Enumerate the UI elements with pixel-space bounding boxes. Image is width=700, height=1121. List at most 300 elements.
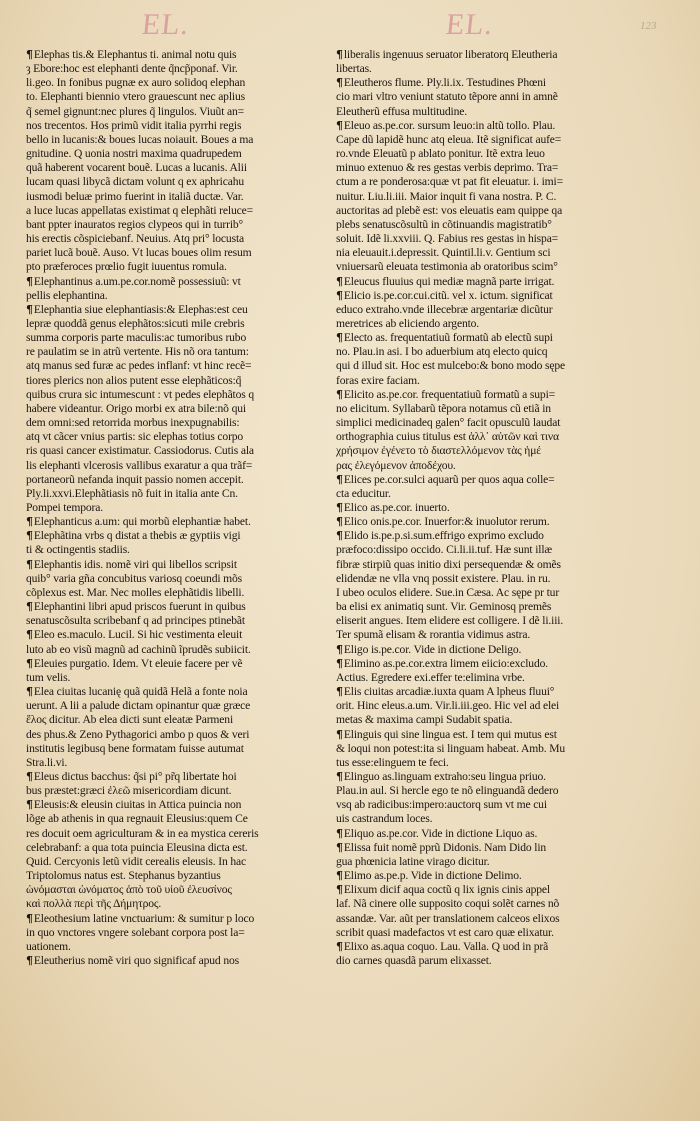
entry-line xyxy=(26,105,311,119)
entry-text: Elephas tis.& Elephantus ti. animal notu quis xyxy=(33,48,237,61)
dictionary-entry xyxy=(336,48,621,76)
entry-line xyxy=(26,359,311,373)
paragraph-mark-icon: ¶ xyxy=(336,288,343,302)
entry-line xyxy=(336,643,621,657)
entry-text: educo extraho.vnde illecebræ argentariæ dicũtur xyxy=(336,302,553,316)
entry-text: Eleuies purgatio. Idem. Vt eleuie facere per vẽ xyxy=(33,656,243,670)
entry-line xyxy=(336,600,621,614)
dictionary-entry xyxy=(26,798,311,911)
entry-text: ἕλος dicitur. Ab elea dicti sunt eleatæ Parmeni xyxy=(26,713,234,727)
paragraph-mark-icon: ¶ xyxy=(336,472,343,486)
entry-text: Ply.li.xxvi.Elephãtiasis nõ fuit in italia ante Cn. xyxy=(26,486,238,500)
entry-line xyxy=(336,699,621,713)
entry-line xyxy=(336,912,621,926)
paragraph-mark-icon: ¶ xyxy=(336,685,343,699)
entry-text: præfoco:dissipo occido. Ci.li.ii.tuf. Hæ sunt illæ xyxy=(336,543,553,557)
entry-line xyxy=(26,897,311,911)
entry-line xyxy=(336,614,621,628)
entry-text: cta educitur. xyxy=(336,486,391,500)
entry-text: pellis elephantina. xyxy=(26,288,108,302)
entry-line xyxy=(336,841,621,855)
entry-line xyxy=(336,770,621,784)
dictionary-entry xyxy=(336,501,621,515)
entry-text: Elido is.pe.p.si.sum.effrigo exprimo excludo xyxy=(343,529,544,543)
entry-line xyxy=(336,416,621,430)
dictionary-entry xyxy=(26,628,311,656)
entry-line xyxy=(336,388,621,402)
entry-text: res docuit oem agriculturam & in ea mystica cereris xyxy=(26,826,259,840)
dictionary-entry xyxy=(26,657,311,685)
dictionary-entry xyxy=(336,275,621,289)
entry-line xyxy=(26,76,311,90)
entry-text: q̃ semel gignunt:nec plures q̃ lingulos. Viuũt an= xyxy=(26,104,245,118)
entry-text: auctoritas ad plebẽ est: vos eleuatis eam quippe qa xyxy=(336,203,563,217)
paragraph-mark-icon: ¶ xyxy=(336,656,343,670)
entry-text: orit. Hinc eleus.a.um. Vir.li.iii.geo. Hic vel ad elei xyxy=(336,699,560,713)
entry-text: habere videantur. Origo morbi ex atra bile:nõ qui xyxy=(26,401,246,415)
entry-text: soluit. Idẽ li.xxviii. Q. Fabius res gestas in hispa= xyxy=(336,232,559,246)
entry-text: tus esse:elinguem te feci. xyxy=(336,755,449,769)
entry-text: orthographia cuius titulus est ἀλλ᾽ αὐτῶν καὶ τινα xyxy=(336,430,559,444)
entry-text: atq manus sed furæ ac pedes inflanf: vt hinc recẽ= xyxy=(26,359,252,373)
folio-number: 123 xyxy=(640,20,657,32)
entry-text: vniuersarũ eleuata testimonia ab oratoribus scim° xyxy=(336,260,558,274)
entry-line xyxy=(26,784,311,798)
entry-text: uis castrandum loces. xyxy=(336,812,433,826)
entry-text: ris quasi cancer existimatur. Cassiodorus. Cutis ala xyxy=(26,444,254,458)
entry-text: fibræ stirpiũ quas initio dixi persequendæ & omẽs xyxy=(336,557,561,571)
entry-line xyxy=(336,289,621,303)
entry-line xyxy=(26,912,311,926)
entry-line xyxy=(336,487,621,501)
entry-text: Eleothesium latine vnctuarium: & sumitur p loco xyxy=(33,911,255,925)
entry-line xyxy=(336,190,621,204)
entry-line xyxy=(26,529,311,543)
paragraph-mark-icon: ¶ xyxy=(26,954,33,967)
entry-line xyxy=(336,359,621,373)
entry-line xyxy=(26,133,311,147)
dictionary-entry xyxy=(336,827,621,841)
entry-text: vsq ab radicibus:impero:auctorq sum vt me cui xyxy=(336,798,547,812)
entry-line xyxy=(26,317,311,331)
entry-text: lepræ quoddã genus elephãtos:sicuti mile crebris xyxy=(26,316,245,330)
dictionary-entry xyxy=(26,600,311,628)
entry-text: Eleuo as.pe.cor. sursum leuo:in altũ tollo. Plau. xyxy=(343,118,556,132)
paragraph-mark-icon: ¶ xyxy=(336,826,343,840)
entry-text: iusmodi beluæ primo fuerint in italiã ductæ. Var. xyxy=(26,189,244,203)
entry-line xyxy=(26,473,311,487)
paragraph-mark-icon: ¶ xyxy=(26,48,33,61)
entry-text: bus præstet:græci ἐλεῶ misericordiam dicunt. xyxy=(26,784,232,798)
entry-line xyxy=(336,713,621,727)
left-head-mark: EL. xyxy=(140,8,191,41)
entry-text: Eleusis:& eleusin ciuitas in Attica puincia non xyxy=(33,798,242,812)
entry-text: Elephantis idis. nomẽ viri qui libellos scripsit xyxy=(33,557,237,571)
entry-line xyxy=(26,501,311,515)
entry-line xyxy=(26,926,311,940)
paragraph-mark-icon: ¶ xyxy=(26,685,33,699)
entry-line xyxy=(336,515,621,529)
paragraph-mark-icon: ¶ xyxy=(336,501,343,514)
entry-line xyxy=(336,671,621,685)
entry-line xyxy=(26,883,311,897)
dictionary-entry xyxy=(336,940,621,968)
entry-line xyxy=(336,345,621,359)
entry-text: summa corporis parte maculis:ac tumoribus rubo xyxy=(26,331,247,345)
entry-line xyxy=(26,218,311,232)
paragraph-mark-icon: ¶ xyxy=(336,840,343,854)
entry-line xyxy=(26,869,311,883)
entry-line xyxy=(26,147,311,161)
entry-text: Elices pe.cor.sulci aquarũ per quos aqua colle= xyxy=(343,472,555,486)
entry-line xyxy=(26,303,311,317)
right-head-mark: EL. xyxy=(444,8,495,41)
paragraph-mark-icon: ¶ xyxy=(26,600,33,614)
paragraph-mark-icon: ¶ xyxy=(336,869,343,883)
entry-line xyxy=(336,62,621,76)
entry-text: Elixo as.aqua coquo. Lau. Valla. Q uod in prã xyxy=(343,939,549,953)
entry-line xyxy=(26,289,311,303)
entry-line xyxy=(26,954,311,968)
entry-line xyxy=(26,657,311,671)
paragraph-mark-icon: ¶ xyxy=(336,118,343,132)
entry-line xyxy=(336,331,621,345)
dictionary-entry xyxy=(336,685,621,727)
entry-line xyxy=(26,90,311,104)
dictionary-entry xyxy=(26,275,311,303)
entry-line xyxy=(26,388,311,402)
paragraph-mark-icon: ¶ xyxy=(336,515,343,529)
paragraph-mark-icon: ¶ xyxy=(26,769,33,783)
entry-line xyxy=(336,48,621,62)
paragraph-mark-icon: ¶ xyxy=(336,769,343,783)
entry-line xyxy=(336,572,621,586)
paragraph-mark-icon: ¶ xyxy=(336,274,343,288)
entry-line xyxy=(26,487,311,501)
entry-line xyxy=(26,515,311,529)
entry-line xyxy=(26,586,311,600)
dictionary-entry xyxy=(336,728,621,770)
entry-text: no elicitum. Syllabarũ tẽpora notamus cũ etiã in xyxy=(336,401,551,415)
dictionary-entry xyxy=(26,685,311,770)
paragraph-mark-icon: ¶ xyxy=(26,557,33,571)
dictionary-entry xyxy=(336,883,621,940)
dictionary-entry xyxy=(336,643,621,657)
entry-text: Stra.li.vi. xyxy=(26,755,68,769)
entry-line xyxy=(26,175,311,189)
paragraph-mark-icon: ¶ xyxy=(336,48,343,61)
entry-line xyxy=(336,827,621,841)
entry-text: Elimino as.pe.cor.extra limem eiicio:excludo. xyxy=(343,656,548,670)
entry-text: Electo as. frequentatiuũ formatũ ab electũ supi xyxy=(343,331,553,345)
entry-text: institutis legibusq bene formatam fuisse autumat xyxy=(26,741,244,755)
entry-line xyxy=(336,204,621,218)
entry-line xyxy=(336,303,621,317)
paragraph-mark-icon: ¶ xyxy=(26,798,33,812)
entry-text: li.geo. In fonibus pugnæ ex auro solidoq elephan xyxy=(26,76,246,90)
entry-line xyxy=(336,105,621,119)
entry-line xyxy=(336,784,621,798)
paragraph-mark-icon: ¶ xyxy=(336,642,343,656)
dictionary-entry xyxy=(336,515,621,529)
entry-text: elidendæ ne vlla vnq possit existere. Plau. in ru. xyxy=(336,571,551,585)
entry-line xyxy=(336,402,621,416)
dictionary-entry xyxy=(336,289,621,331)
entry-text: celebrabanf: a qua tota puincia Eleusina dicta est. xyxy=(26,840,248,854)
entry-text: tum velis. xyxy=(26,670,71,684)
entry-text: Elissa fuit nomẽ pprũ Didonis. Nam Dido lin xyxy=(343,840,547,854)
entry-text: ctum a re ponderosa:quæ vt pat fit eleuatur. i. imi= xyxy=(336,175,564,189)
entry-line xyxy=(26,827,311,841)
entry-line xyxy=(26,48,311,62)
paragraph-mark-icon: ¶ xyxy=(26,515,33,529)
entry-line xyxy=(336,685,621,699)
entry-text: pariet lucã bouẽ. Auso. Vt lucas boues olim resum xyxy=(26,246,252,260)
dictionary-entry xyxy=(336,529,621,642)
entry-line xyxy=(336,90,621,104)
entry-text: Elis ciuitas arcadiæ.iuxta quam A lpheus fluui° xyxy=(343,685,555,699)
entry-text: nuitur. Liu.li.iii. Maior inquit fi vana nostra. P. C. xyxy=(336,189,557,203)
entry-line xyxy=(336,430,621,444)
entry-text: ba elisi ex animatiq sunt. Vir. Geminosq premẽs xyxy=(336,600,552,614)
entry-line xyxy=(336,76,621,90)
entry-line xyxy=(336,926,621,940)
entry-text: cõplexus est. Mar. Nec molles elephãtidis libelli. xyxy=(26,585,245,599)
entry-line xyxy=(26,161,311,175)
entry-line xyxy=(336,275,621,289)
left-text-column xyxy=(26,48,311,968)
entry-text: re paulatim se in atrũ vertente. His nõ ora tantum: xyxy=(26,345,249,359)
entry-line xyxy=(26,713,311,727)
entry-line xyxy=(336,897,621,911)
paragraph-mark-icon: ¶ xyxy=(26,656,33,670)
entry-line xyxy=(336,628,621,642)
entry-text: nos trecentos. Hos primũ vidit italia pyrrhi regis xyxy=(26,118,242,132)
paragraph-mark-icon: ¶ xyxy=(336,331,343,345)
entry-line xyxy=(26,841,311,855)
entry-line xyxy=(26,572,311,586)
entry-line xyxy=(336,161,621,175)
entry-line xyxy=(336,756,621,770)
entry-text: lis elephanti vlcerosis vallibus exaratur a qua trãf= xyxy=(26,458,253,472)
entry-line xyxy=(336,586,621,600)
right-text-column xyxy=(336,48,621,968)
entry-text: Eleucus fluuius qui mediæ magnã parte irrigat. xyxy=(343,274,555,288)
entry-line xyxy=(26,204,311,218)
entry-text: uationem. xyxy=(26,939,71,953)
dictionary-entry xyxy=(336,76,621,118)
entry-text: ti & octingentis stadiis. xyxy=(26,543,130,557)
entry-line xyxy=(26,643,311,657)
entry-text: Elicito as.pe.cor. frequentatiuũ formatũ a supi= xyxy=(343,387,556,401)
entry-text: Eligo is.pe.cor. Vide in dictione Deligo. xyxy=(343,642,522,656)
dictionary-entry xyxy=(336,770,621,827)
entry-text: portaneorũ nefanda inquit passio nomen accepit. xyxy=(26,472,244,486)
entry-text: Eleutheros flume. Ply.li.ix. Testudines Phœni xyxy=(343,76,546,90)
entry-text: eliserit angues. Item elidere est colligere. I dẽ li.iii. xyxy=(336,614,564,628)
entry-text: assandæ. Var. aũt per translationem calceos elixos xyxy=(336,911,560,925)
entry-line xyxy=(336,657,621,671)
entry-line xyxy=(26,812,311,826)
entry-text: quib° varia gña concubitus variosq coeundi mõs xyxy=(26,571,243,585)
entry-line xyxy=(336,728,621,742)
entry-text: ὠνόμασται ὡνόματος ἀπὸ τοῦ υἱοῦ ἐλευσίνος xyxy=(26,883,232,897)
entry-text: Triptolomus natus est. Stephanus byzantius xyxy=(26,869,221,883)
entry-text: Elephãtina vrbs q distat a thebis æ gyptiis vigi xyxy=(33,529,241,543)
entry-line xyxy=(336,133,621,147)
entry-line xyxy=(26,374,311,388)
dictionary-entry xyxy=(26,912,311,954)
entry-line xyxy=(336,812,621,826)
entry-text: Quid. Cercyonis letũ vidit cerealis eleusis. In hac xyxy=(26,854,246,868)
entry-line xyxy=(26,345,311,359)
entry-text: Elephantia siue elephantiasis:& Elephas:est ceu xyxy=(33,302,248,316)
entry-line xyxy=(26,119,311,133)
dictionary-entry xyxy=(336,841,621,869)
entry-text: cio mari vltro veniunt statuto tẽpore anni in amnẽ xyxy=(336,90,558,104)
entry-line xyxy=(26,459,311,473)
dictionary-entry xyxy=(26,515,311,529)
entry-line xyxy=(26,416,311,430)
entry-text: des phus.& Zeno Pythagorici ambo p quos & veri xyxy=(26,727,250,741)
entry-line xyxy=(26,855,311,869)
paragraph-mark-icon: ¶ xyxy=(336,76,343,90)
entry-line xyxy=(336,232,621,246)
entry-line xyxy=(26,402,311,416)
entry-text: metas & maxima campi Sudabit spatia. xyxy=(336,713,513,727)
entry-text: Elinguo as.linguam extraho:seu lingua priuo. xyxy=(343,769,546,783)
paragraph-mark-icon: ¶ xyxy=(26,628,33,642)
entry-text: scribit quasi madefactos vt est caro quæ elixatur. xyxy=(336,925,554,939)
entry-line xyxy=(26,671,311,685)
entry-text: gnitudine. Q uonia nostri maxima quadrupedem xyxy=(26,147,242,161)
paragraph-mark-icon: ¶ xyxy=(26,274,33,288)
dictionary-entry xyxy=(26,770,311,798)
entry-line xyxy=(336,459,621,473)
entry-text: Elixum dicif aqua coctũ q lix ignis cinis appel xyxy=(343,883,550,897)
entry-text: bant ppter inauratos regios clypeos qui in turrib° xyxy=(26,217,244,231)
entry-line xyxy=(26,756,311,770)
entry-text: Elicio is.pe.cor.cui.citũ. vel x. ictum. significat xyxy=(343,288,553,302)
entry-text: Eleo es.maculo. Lucil. Si hic vestimenta eleuit xyxy=(33,628,243,642)
entry-text: Elephantini libri apud priscos fuerunt in quibus xyxy=(33,600,246,614)
dictionary-entry xyxy=(336,869,621,883)
entry-line xyxy=(26,600,311,614)
entry-text: Eleutherius nomẽ viri quo significaf apud nos xyxy=(33,954,239,967)
entry-text: I ubeo oculos elidere. Sue.in Cæsa. Ac sępe pr tur xyxy=(336,585,560,599)
entry-text: to. Elephanti biennio vtero grauescunt nec aplius xyxy=(26,90,245,104)
dictionary-entry xyxy=(336,473,621,501)
entry-line xyxy=(26,444,311,458)
entry-line xyxy=(26,628,311,642)
entry-text: Eleutherũ effusa multitudine. xyxy=(336,104,467,118)
entry-line xyxy=(26,685,311,699)
paragraph-mark-icon: ¶ xyxy=(26,529,33,543)
entry-text: καὶ πολλὰ περὶ τῆς Δήμητρος. xyxy=(26,897,162,911)
entry-line xyxy=(26,232,311,246)
entry-text: χρήσιμον ἐγένετο τὸ διαστελλόμενον τὰς ἡμέ xyxy=(336,444,542,458)
entry-text: his erectis cõspiciebanf. Neuius. Atq pri° locusta xyxy=(26,232,245,246)
entry-text: dem omni:sed retorrida morbus inexpugnabilis: xyxy=(26,416,240,430)
entry-line xyxy=(336,529,621,543)
entry-line xyxy=(336,869,621,883)
entry-text: uerunt. A lii a palude dictam opinantur quæ græce xyxy=(26,699,251,713)
entry-text: gua phœnicia latine virago dicitur. xyxy=(336,854,490,868)
entry-line xyxy=(26,798,311,812)
entry-line xyxy=(26,260,311,274)
entry-text: lõge ab athenis in qua regnauit Eleusius:quem Ce xyxy=(26,812,248,826)
entry-line xyxy=(336,954,621,968)
entry-line xyxy=(336,119,621,133)
entry-text: lucam quasi libycã dictam volunt q ex aphricahu xyxy=(26,175,244,189)
dictionary-entry xyxy=(336,331,621,388)
entry-text: liberalis ingenuus seruator liberatorq Eleutheria xyxy=(343,48,558,61)
entry-line xyxy=(336,883,621,897)
entry-text: Elico onis.pe.cor. Inuerfor:& inuolutor rerum. xyxy=(343,515,550,529)
entry-text: ρας ἐλεγόμενον ἀποδέχου. xyxy=(336,458,456,472)
entry-text: plebs senatuscõsultũ in cõtinuandis magistratib° xyxy=(336,217,552,231)
dictionary-entry xyxy=(336,119,621,275)
dictionary-entry xyxy=(26,529,311,557)
entry-line xyxy=(336,543,621,557)
entry-line xyxy=(26,558,311,572)
dictionary-entry xyxy=(336,657,621,685)
entry-text: Cape dũ lapidẽ hunc atq eleua. Itẽ significat aufe= xyxy=(336,132,562,146)
dictionary-entry xyxy=(26,303,311,515)
entry-text: Elea ciuitas lucanię quã quidã Helã a fonte noia xyxy=(33,685,248,699)
entry-line xyxy=(26,742,311,756)
entry-line xyxy=(26,728,311,742)
entry-text: quã haberent vocarent bouẽ. Lucas a lucanis. Alii xyxy=(26,161,247,175)
entry-text: simplici medicinadeq galen° facit opusculũ laudat xyxy=(336,416,561,430)
entry-line xyxy=(336,558,621,572)
entry-text: bello in lucanis:& boues lucas noiauit. Boues a ma xyxy=(26,132,254,146)
running-head xyxy=(0,8,700,44)
entry-line xyxy=(26,614,311,628)
entry-text: Eliquo as.pe.cor. Vide in dictione Liquo as. xyxy=(343,826,538,840)
entry-text: Ter spumã elisam & rorantia vidimus astra. xyxy=(336,628,531,642)
dictionary-entry xyxy=(336,388,621,473)
entry-text: Elico as.pe.cor. inuerto. xyxy=(343,501,450,514)
entry-text: laf. Nã cinere olle supposito coqui solẽt carnes nõ xyxy=(336,897,560,911)
entry-line xyxy=(336,317,621,331)
dictionary-entry xyxy=(26,48,311,275)
entry-line xyxy=(26,770,311,784)
entry-text: Elimo as.pe.p. Vide in dictione Delimo. xyxy=(343,869,522,883)
entry-text: Actius. Egredere exi.effer te:elimina vrbe. xyxy=(336,670,525,684)
entry-line xyxy=(336,147,621,161)
entry-line xyxy=(336,175,621,189)
entry-line xyxy=(336,374,621,388)
dictionary-entry xyxy=(26,954,311,968)
entry-text: dio carnes quasdã parum elixasset. xyxy=(336,954,492,967)
entry-line xyxy=(26,190,311,204)
entry-text: no. Plau.in asi. I bo aduerbium atq electo quicq xyxy=(336,345,548,359)
entry-line xyxy=(26,699,311,713)
entry-text: libertas. xyxy=(336,62,372,76)
entry-line xyxy=(336,742,621,756)
entry-text: Pompei tempora. xyxy=(26,501,103,514)
entry-text: quibus crura sic intumescunt : vt pedes elephãtos q xyxy=(26,387,255,401)
entry-text: luto ab eo visũ magnũ ad cachinũ ĩprudẽs subiicit. xyxy=(26,642,251,656)
paragraph-mark-icon: ¶ xyxy=(336,883,343,897)
paragraph-mark-icon: ¶ xyxy=(336,727,343,741)
entry-line xyxy=(336,473,621,487)
entry-text: tiores plerics non alios putent esse elephãticos:q̃ xyxy=(26,373,242,387)
entry-text: nia eleuauit.i.depressit. Quintil.li.v. Gentium sci xyxy=(336,246,551,260)
entry-text: & loqui non potest:ita si linguam habeat. Amb. Mu xyxy=(336,741,566,755)
entry-line xyxy=(336,444,621,458)
